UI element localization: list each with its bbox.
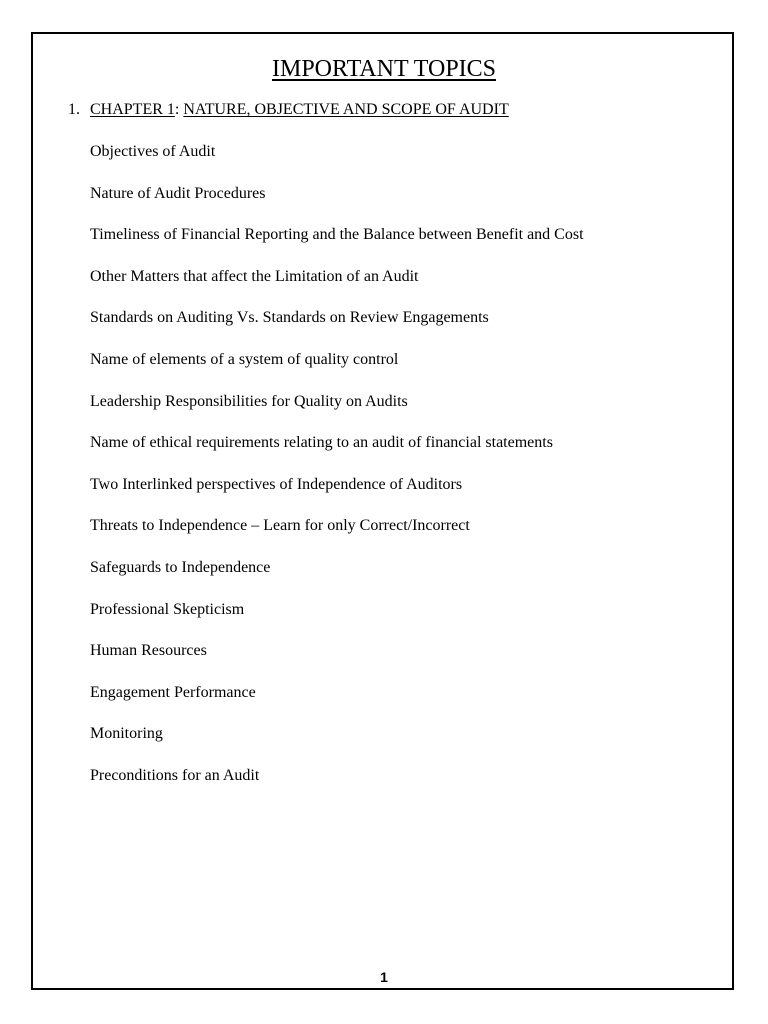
topic-item: Nature of Audit Procedures: [90, 184, 266, 202]
chapter-label: CHAPTER 1: [90, 101, 175, 118]
topic-item: Safeguards to Independence: [90, 558, 271, 576]
topic-item: Threats to Independence – Learn for only Correct/Incorrect: [90, 517, 470, 535]
topic-item: Name of elements of a system of quality control: [90, 350, 399, 368]
topic-item: Timeliness of Financial Reporting and the Balance between Benefit and Cost: [90, 226, 584, 244]
topic-item: Two Interlinked perspectives of Independence of Auditors: [90, 475, 463, 493]
topic-item: Monitoring: [90, 725, 163, 743]
topic-item: Name of ethical requirements relating to an audit of financial statements: [90, 434, 553, 452]
topic-item: Engagement Performance: [90, 683, 256, 701]
topic-item: Objectives of Audit: [90, 143, 216, 160]
topic-item: Other Matters that affect the Limitation of an Audit: [90, 267, 419, 285]
chapter-heading: [68, 100, 509, 120]
chapter-list-number: 1.: [68, 101, 80, 118]
topic-item: Leadership Responsibilities for Quality on Audits: [90, 392, 408, 410]
topic-item: Standards on Auditing Vs. Standards on Review Engagements: [90, 309, 489, 327]
topic-item: Professional Skepticism: [90, 600, 245, 618]
topic-list: [90, 142, 584, 808]
page-title: IMPORTANT TOPICS: [271, 56, 497, 82]
topic-item: Preconditions for an Audit: [90, 766, 260, 784]
chapter-separator: :: [174, 101, 180, 118]
chapter-name: NATURE, OBJECTIVE AND SCOPE OF AUDIT: [183, 101, 509, 118]
page-number: 1: [380, 969, 388, 985]
topic-item: Human Resources: [90, 642, 207, 660]
